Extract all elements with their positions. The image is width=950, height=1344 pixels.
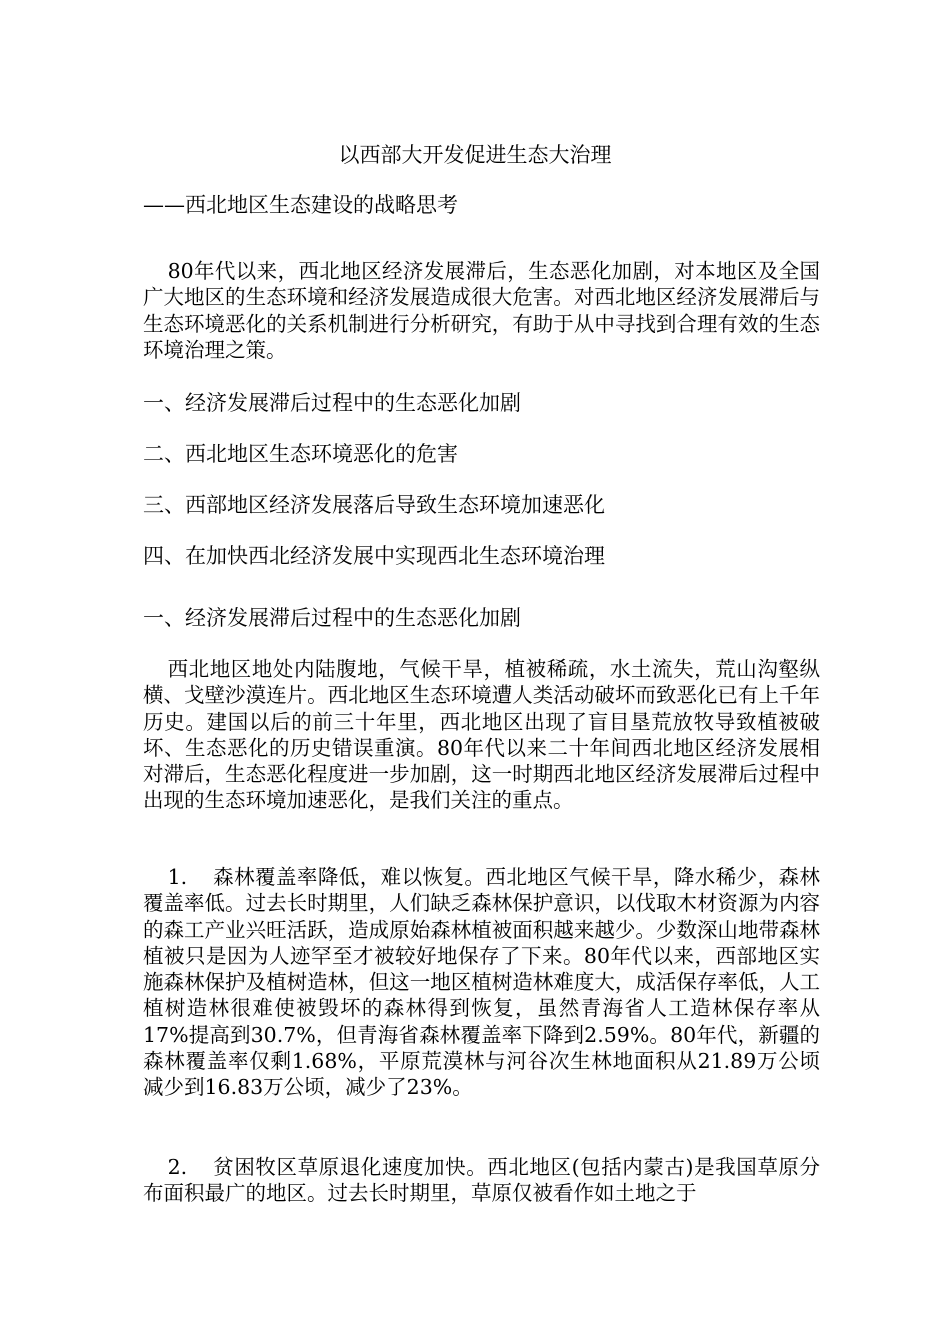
toc-item-1: 一、经济发展滞后过程中的生态恶化加剧: [143, 391, 521, 415]
section1-item-1: [143, 864, 820, 1101]
section1-paragraph: 西北地区地处内陆腹地，气候干旱，植被稀疏，水土流失，荒山沟壑纵横、戈壁沙漠连片。西北地区生态环境遭人类活动破坏而致恶化已有上千年历史。建国以后的前三十年里，西北地区出现了盲目垦荒放牧导致植被破坏、生态恶化的历史错误重演。80年代以来二十年间西北地区经济发展相对滞后，生态恶化程度进一步加剧，这一时期西北地区经济发展滞后过程中出现的生态环境加速恶化，是我们关注的重点。: [143, 657, 820, 813]
intro-paragraph: 80年代以来，西北地区经济发展滞后，生态恶化加剧，对本地区及全国广大地区的生态环境和经济发展造成很大危害。对西北地区经济发展滞后与生态环境恶化的关系机制进行分析研究，有助于从中寻找到合理有效的生态环境治理之策。: [143, 259, 820, 362]
section1-heading: 一、经济发展滞后过程中的生态恶化加剧: [143, 606, 521, 630]
item-1-number: 1.: [167, 865, 188, 889]
document-subtitle: ——西北地区生态建设的战略思考: [143, 193, 458, 217]
item-2-number: 2.: [167, 1155, 188, 1179]
toc-item-2: 二、西北地区生态环境恶化的危害: [143, 442, 458, 466]
item-2-text: 贫困牧区草原退化速度加快。西北地区(包括内蒙古)是我国草原分布面积最广的地区。过去长时期里，草原仅被看作如土地之于: [143, 1155, 820, 1206]
toc-item-3: 三、西部地区经济发展落后导致生态环境加速恶化: [143, 493, 605, 517]
document-title: 以西部大开发促进生态大治理: [338, 143, 612, 167]
item-1-text: 森林覆盖率降低，难以恢复。西北地区气候干旱，降水稀少，森林覆盖率低。过去长时期里，人们缺乏森林保护意识，以伐取木材资源为内容的森工产业兴旺活跃，造成原始森林植被面积越来越少。少数深山地带森林植被只是因为人迹罕至才被较好地保存了下来。80年代以来，西部地区实施森林保护及植树造林，但这一地区植树造林难度大，成活保存率低，人工植树造林很难使被毁坏的森林得到恢复，虽然青海省人工造林保存率从17%提高到30.7%，但青海省森林覆盖率下降到2.59%。80年代，新疆的森林覆盖率仅剩1.68%，平原荒漠林与河谷次生林地面积从21.89万公顷减少到16.83万公顷，减少了23%。: [143, 865, 820, 1100]
section1-item-2: [143, 1154, 820, 1207]
toc-item-4: 四、在加快西北经济发展中实现西北生态环境治理: [143, 544, 605, 568]
